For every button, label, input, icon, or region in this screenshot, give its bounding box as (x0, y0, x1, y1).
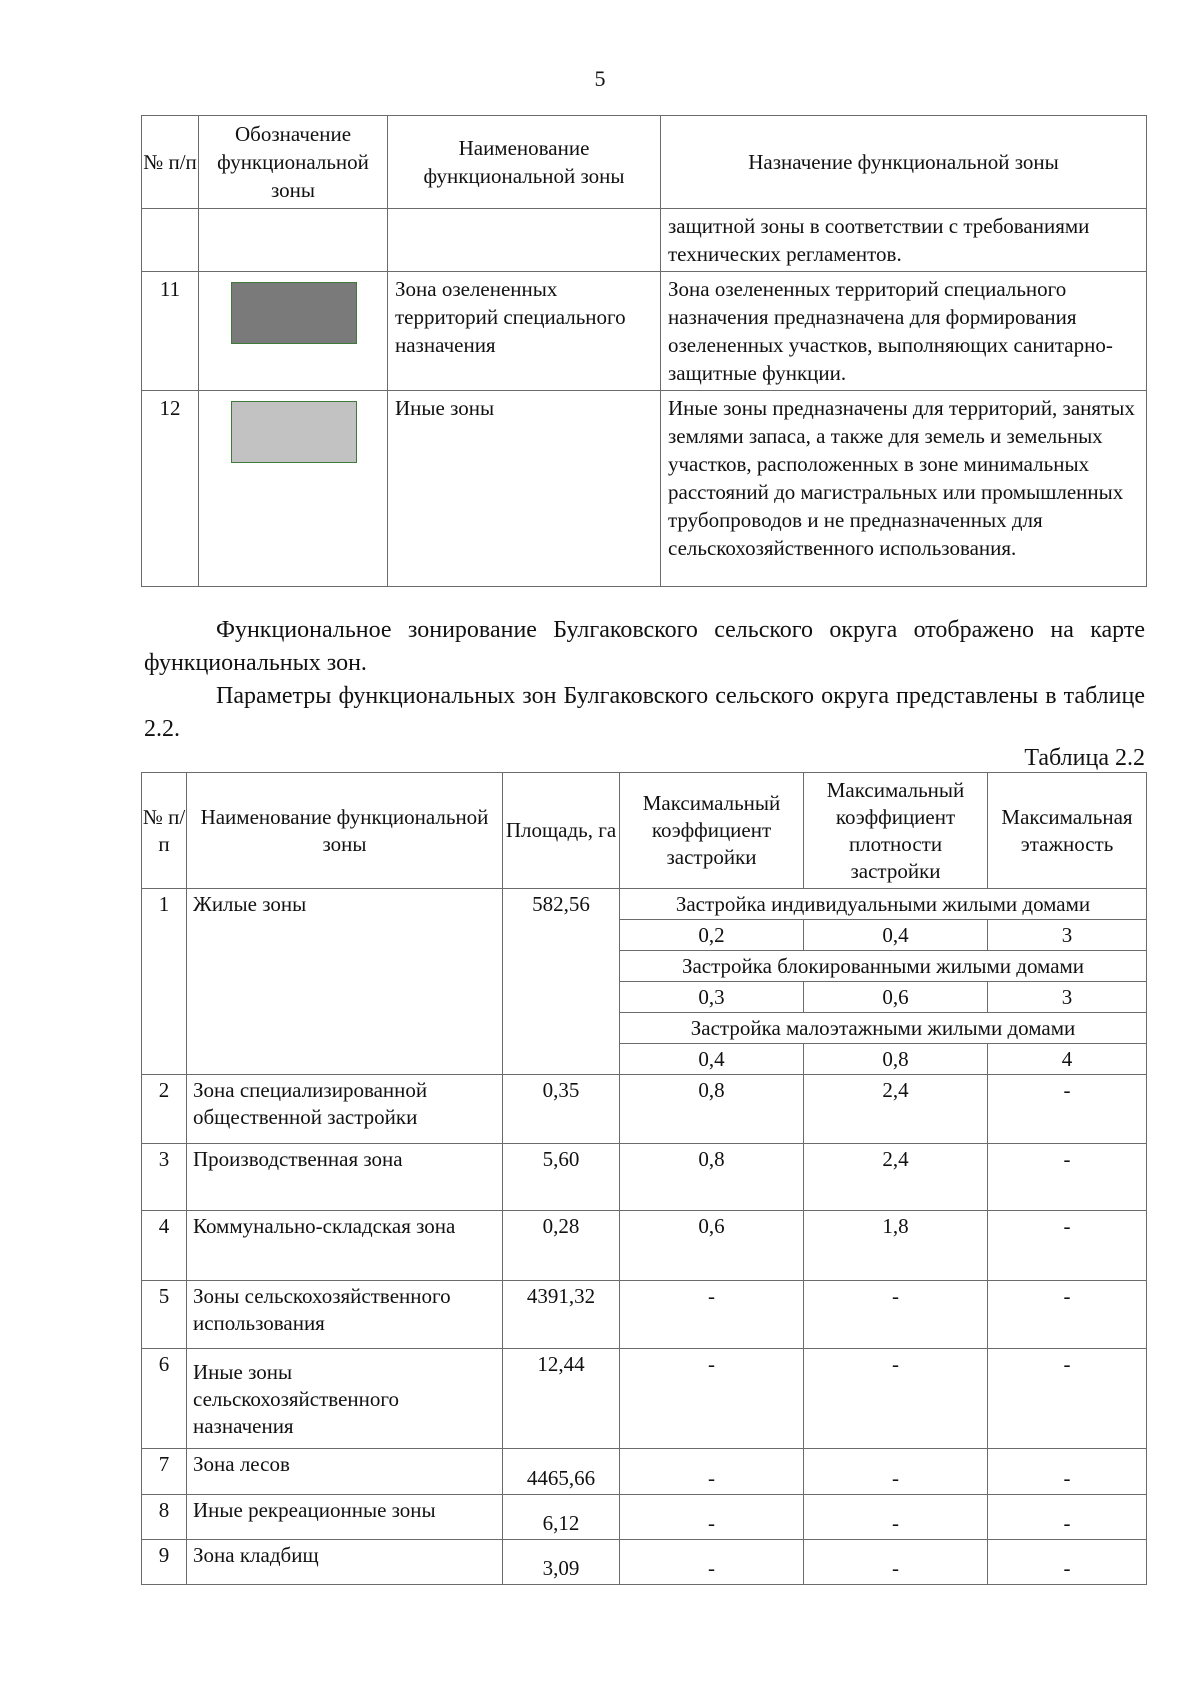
density-value: 0,4 (804, 920, 988, 951)
zone-name: Зона озелененных территорий специального назначения (388, 272, 661, 391)
row-num: 6 (142, 1349, 187, 1449)
row-num: 7 (142, 1449, 187, 1495)
zone-name: Зоны сельскохозяйственного использования (187, 1281, 503, 1349)
development-type: Застройка индивидуальными жилыми домами (620, 889, 1147, 920)
density-value: - (804, 1495, 988, 1540)
coverage-value: 0,8 (620, 1144, 804, 1211)
paragraph (144, 680, 1145, 746)
zone-area: 12,44 (503, 1349, 620, 1449)
zone-name: Иные зоны сельскохозяйственного назначения (187, 1349, 503, 1449)
zone-purpose: Зона озелененных территорий специального назначения предназначена для формирования озелененных участков, выполняющих санитарно-защитные функции. (661, 272, 1147, 391)
coverage-value: - (620, 1349, 804, 1449)
table-row (142, 889, 1147, 920)
density-value: 0,6 (804, 982, 988, 1013)
purpose-continuation: защитной зоны в соответствии с требованиями технических регламентов. (661, 209, 1147, 272)
table-row (142, 1540, 1147, 1585)
floors-value: - (988, 1211, 1147, 1281)
header-coverage: Максимальный коэффициент застройки (620, 773, 804, 889)
coverage-value: - (620, 1281, 804, 1349)
coverage-value: 0,8 (620, 1075, 804, 1144)
density-value: - (804, 1281, 988, 1349)
zone-area: 3,09 (503, 1540, 620, 1585)
coverage-value: - (620, 1495, 804, 1540)
table-row (142, 1449, 1147, 1495)
floors-value: - (988, 1495, 1147, 1540)
paragraph (144, 614, 1145, 680)
zone-name: Иные рекреационные зоны (187, 1495, 503, 1540)
row-num: 12 (142, 391, 199, 587)
density-value: 2,4 (804, 1075, 988, 1144)
table-row (142, 272, 1147, 391)
table-row (142, 1281, 1147, 1349)
empty-cell (142, 209, 199, 272)
zone-purpose: Иные зоны предназначены для территорий, занятых землями запаса, а также для земель и земельных участков, расположенных в зоне минимальных расстояний до магистральных или промышленных трубопроводов и не предназначенных для сельскохозяйственного использования. (661, 391, 1147, 587)
header-purpose: Назначение функциональной зоны (661, 116, 1147, 209)
floors-value: - (988, 1540, 1147, 1585)
table-header-row (142, 773, 1147, 889)
zone-area: 0,28 (503, 1211, 620, 1281)
table-caption: Таблица 2.2 (1024, 745, 1145, 771)
table-row (142, 1211, 1147, 1281)
row-num: 5 (142, 1281, 187, 1349)
row-num: 1 (142, 889, 187, 1075)
density-value: 2,4 (804, 1144, 988, 1211)
floors-value: 4 (988, 1044, 1147, 1075)
floors-value: - (988, 1281, 1147, 1349)
header-name: Наименование функциональной зоны (388, 116, 661, 209)
zone-name: Зона кладбищ (187, 1540, 503, 1585)
density-value: - (804, 1349, 988, 1449)
development-type: Застройка блокированными жилыми домами (620, 951, 1147, 982)
zone-name: Производственная зона (187, 1144, 503, 1211)
functional-zones-table (141, 115, 1147, 587)
table-row (142, 209, 1147, 272)
paragraph-text: Параметры функциональных зон Булгаковского сельского округа представлены в таблице 2.2. (144, 683, 1145, 742)
header-designation: Обозначение функциональной зоны (199, 116, 388, 209)
header-num: № п/п (142, 773, 187, 889)
zone-name: Жилые зоны (187, 889, 503, 1075)
header-density: Максимальный коэффициент плотности застройки (804, 773, 988, 889)
floors-value: - (988, 1349, 1147, 1449)
row-num: 4 (142, 1211, 187, 1281)
header-name: Наименование функциональной зоны (187, 773, 503, 889)
zone-area: 0,35 (503, 1075, 620, 1144)
row-num: 8 (142, 1495, 187, 1540)
zone-area: 5,60 (503, 1144, 620, 1211)
coverage-value: 0,4 (620, 1044, 804, 1075)
floors-value: 3 (988, 982, 1147, 1013)
zone-name: Зона лесов (187, 1449, 503, 1495)
table-row (142, 1495, 1147, 1540)
table-header-row (142, 116, 1147, 209)
row-num: 3 (142, 1144, 187, 1211)
zone-color-swatch (231, 282, 357, 344)
coverage-value: - (620, 1540, 804, 1585)
zone-area: 6,12 (503, 1495, 620, 1540)
density-value: - (804, 1540, 988, 1585)
coverage-value: 0,2 (620, 920, 804, 951)
floors-value: - (988, 1075, 1147, 1144)
coverage-value: 0,6 (620, 1211, 804, 1281)
zone-area: 4465,66 (503, 1449, 620, 1495)
header-floors: Максимальная этажность (988, 773, 1147, 889)
density-value: 1,8 (804, 1211, 988, 1281)
page-number: 5 (594, 66, 606, 91)
table-row (142, 1144, 1147, 1211)
zone-parameters-table (141, 772, 1147, 1585)
table-row (142, 391, 1147, 587)
header-area: Площадь, га (503, 773, 620, 889)
zone-area: 4391,32 (503, 1281, 620, 1349)
table-row (142, 1349, 1147, 1449)
coverage-value: - (620, 1449, 804, 1495)
empty-cell (199, 209, 388, 272)
empty-cell (388, 209, 661, 272)
floors-value: - (988, 1144, 1147, 1211)
row-num: 9 (142, 1540, 187, 1585)
table-row (142, 1075, 1147, 1144)
zone-name: Коммунально-складская зона (187, 1211, 503, 1281)
designation-cell (199, 391, 388, 587)
paragraph-text: Функциональное зонирование Булгаковского сельского округа отображено на карте функциональных зон. (144, 617, 1145, 676)
density-value: 0,8 (804, 1044, 988, 1075)
development-type: Застройка малоэтажными жилыми домами (620, 1013, 1147, 1044)
density-value: - (804, 1449, 988, 1495)
header-num: № п/п (142, 116, 199, 209)
floors-value: 3 (988, 920, 1147, 951)
zone-name: Иные зоны (388, 391, 661, 587)
coverage-value: 0,3 (620, 982, 804, 1013)
designation-cell (199, 272, 388, 391)
zone-area: 582,56 (503, 889, 620, 1075)
row-num: 11 (142, 272, 199, 391)
row-num: 2 (142, 1075, 187, 1144)
floors-value: - (988, 1449, 1147, 1495)
zone-color-swatch (231, 401, 357, 463)
zone-name: Зона специализированной общественной застройки (187, 1075, 503, 1144)
